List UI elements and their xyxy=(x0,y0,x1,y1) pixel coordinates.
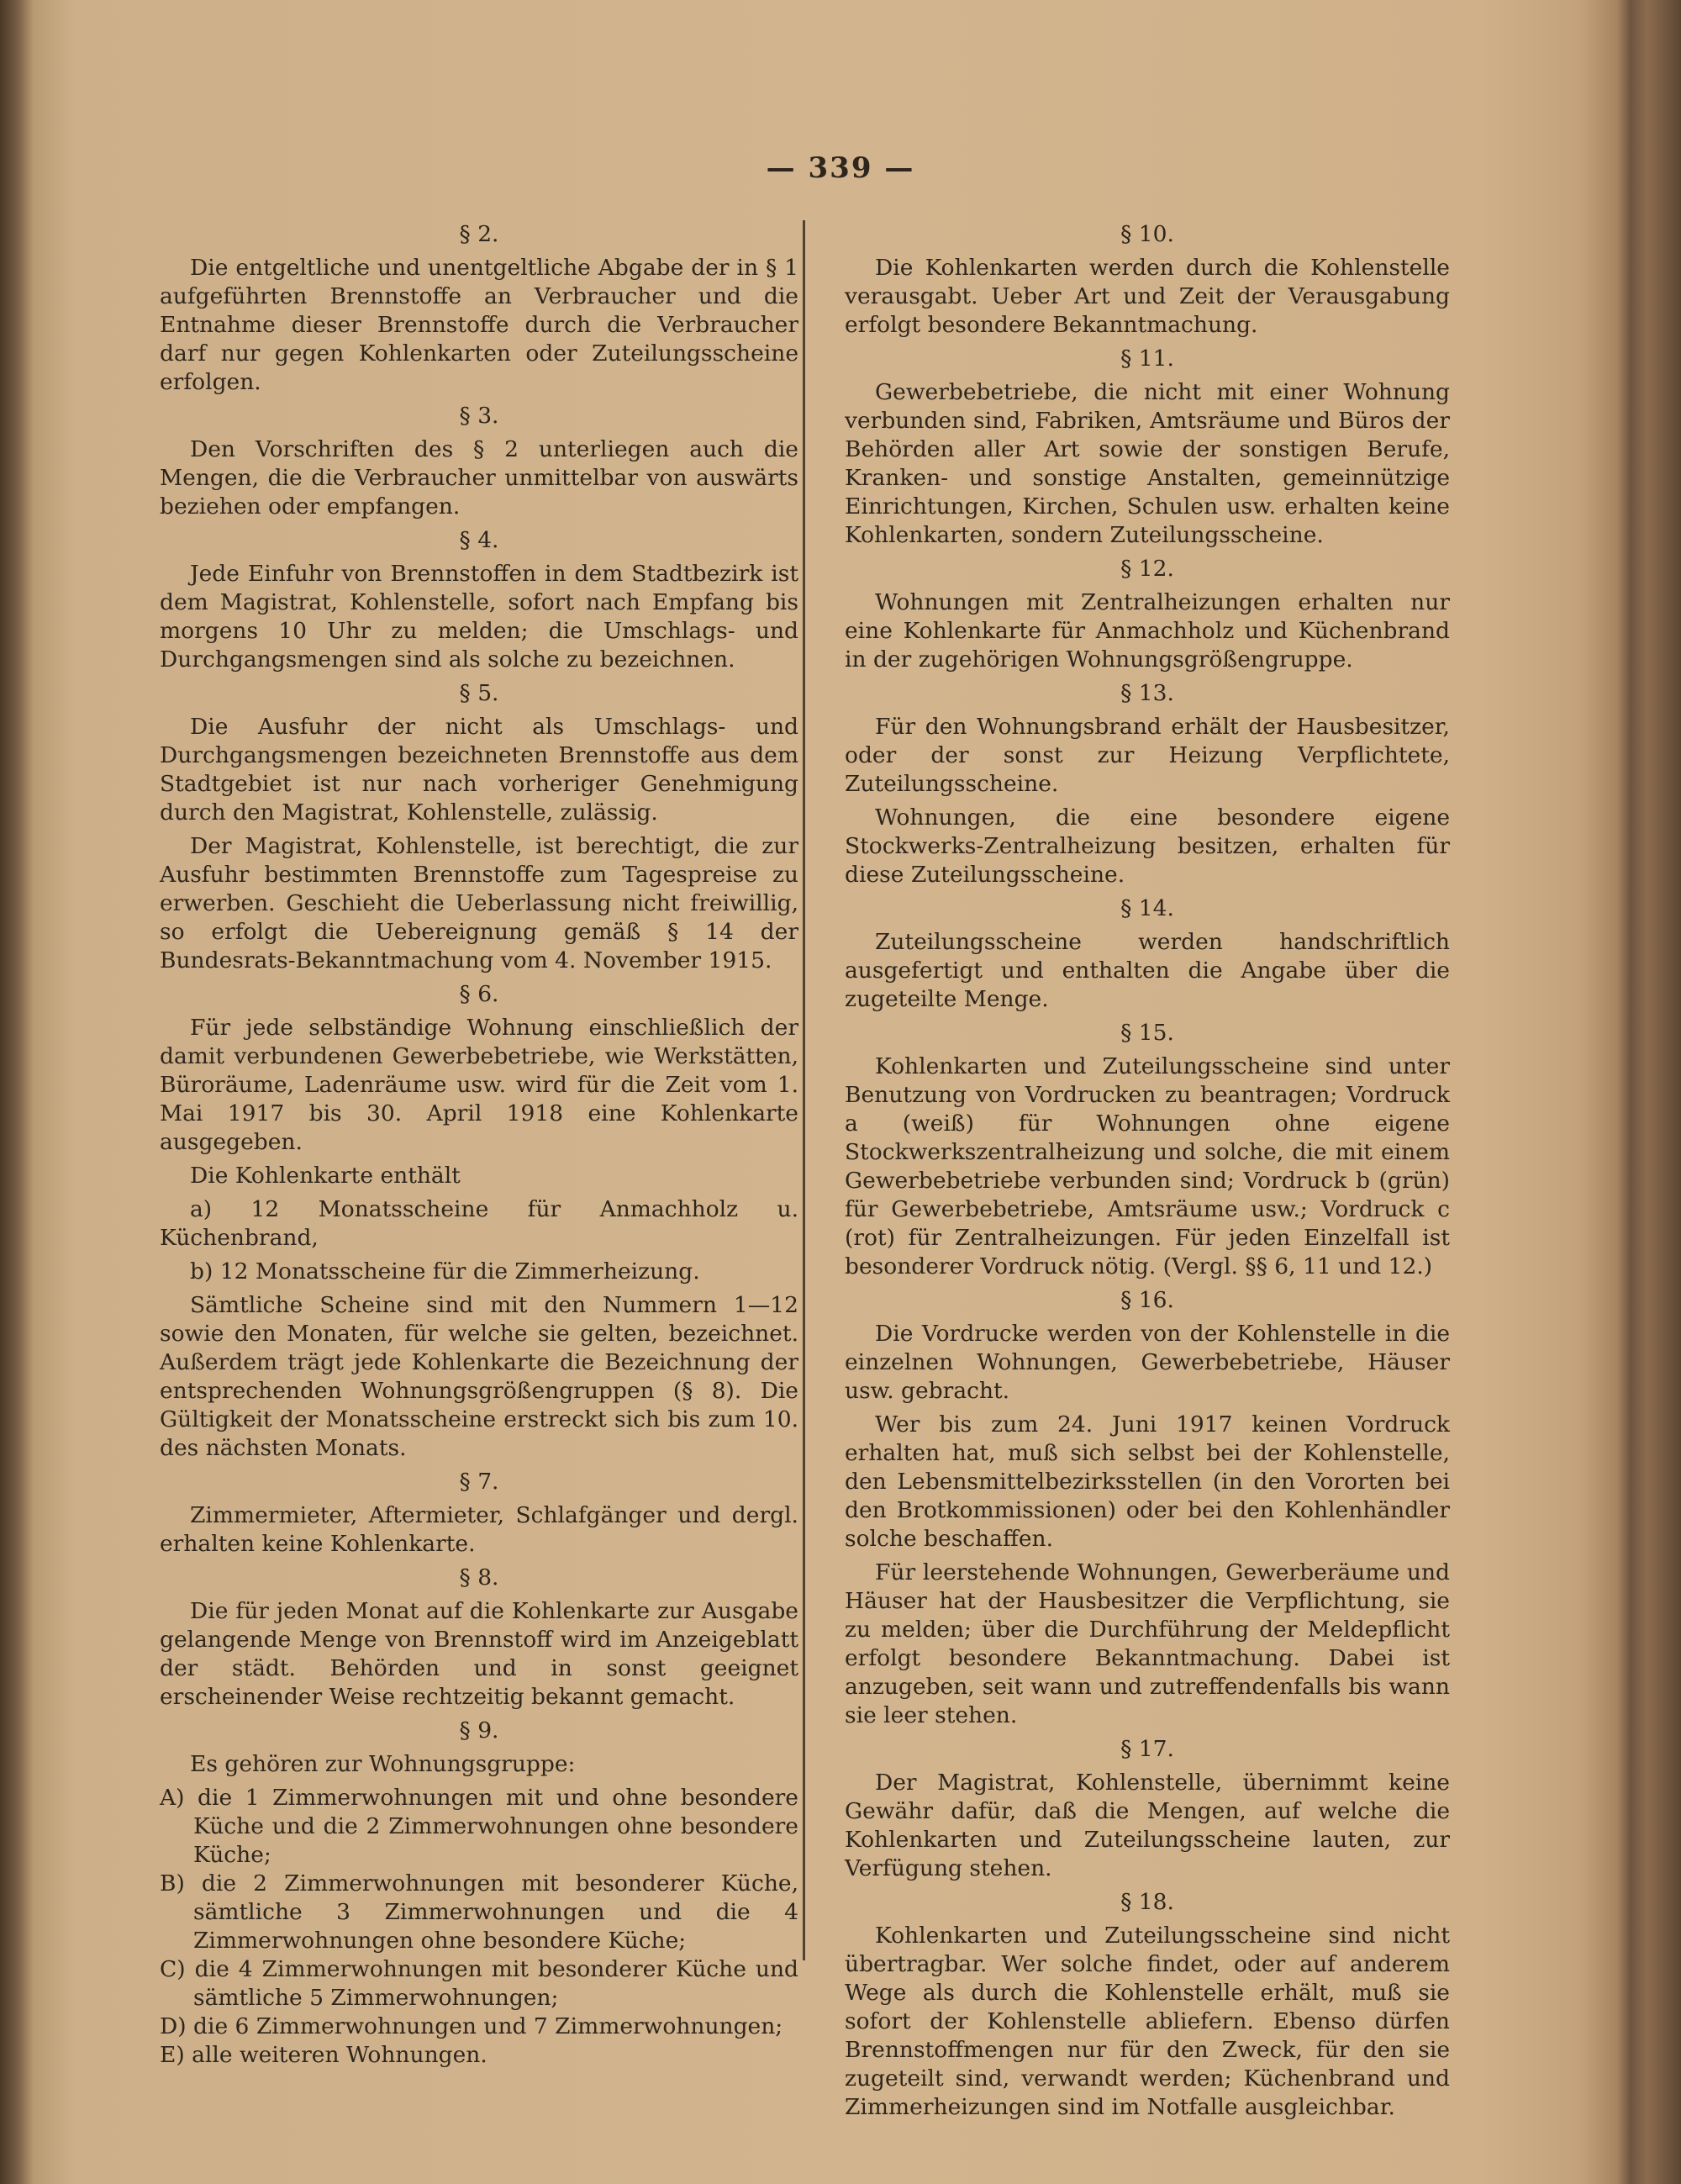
paragraph: Die Kohlenkarte enthält xyxy=(190,1163,461,1189)
section-heading: § 5. xyxy=(459,680,499,706)
section-heading: § 13. xyxy=(1120,680,1174,706)
paragraph: Die Kohlenkarten werden durch die Kohlenstelle verausgabt. Ueber Art und Zeit der Verausgabung erfolgt besondere Bekanntmachung. xyxy=(845,255,1450,338)
paragraph: Es gehören zur Wohnungsgruppe: xyxy=(190,1751,576,1777)
paragraph: Jede Einfuhr von Brennstoffen in dem Stadtbezirk ist dem Magistrat, Kohlenstelle, sofort nach Empfang bis morgens 10 Uhr zu melden; die Umschlags- und Durchgangsmengen sind als solche zu bezeichnen. xyxy=(160,561,798,673)
list-item: E) alle weiteren Wohnungen. xyxy=(160,2042,487,2068)
paragraph: Sämtliche Scheine sind mit den Nummern 1—12 sowie den Monaten, für welche sie gelten, bezeichnet. Außerdem trägt jede Kohlenkarte die Bezeichnung der entsprechenden Wohnungsgrößengruppen (§ 8). Die Gültigkeit der Monatsscheine erstreckt sich bis zum 10. des nächsten Monats. xyxy=(160,1292,798,1461)
paragraph: Den Vorschriften des § 2 unterliegen auch die Mengen, die die Verbraucher unmittelbar von auswärts beziehen oder empfangen. xyxy=(160,436,798,520)
paragraph: Wer bis zum 24. Juni 1917 keinen Vordruck erhalten hat, muß sich selbst bei der Kohlenstelle, den Lebensmittelbezirksstellen (in den Vororten bei den Brotkommissionen) oder bei den Kohlenhändler solche beschaffen. xyxy=(845,1411,1450,1552)
section-heading: § 16. xyxy=(1120,1287,1174,1313)
section-heading: § 8. xyxy=(459,1564,499,1591)
list-item: C) die 4 Zimmerwohnungen mit besonderer Küche und sämtliche 5 Zimmerwohnungen; xyxy=(160,1956,798,2011)
paragraph: Wohnungen mit Zentralheizungen erhalten nur eine Kohlenkarte für Anmachholz und Küchenbrand in der zugehörigen Wohnungsgrößengruppe. xyxy=(845,589,1450,673)
paragraph: Für jede selbständige Wohnung einschließlich der damit verbundenen Gewerbebetriebe, wie Werkstätten, Büroräume, Ladenräume usw. wird für die Zeit vom 1. Mai 1917 bis 30. April 1918 eine Kohlenkarte ausgegeben. xyxy=(160,1015,798,1155)
paragraph: Der Magistrat, Kohlenstelle, übernimmt keine Gewähr dafür, daß die Mengen, auf welche die Kohlenkarten und Zuteilungsscheine lauten, zur Verfügung stehen. xyxy=(845,1770,1450,1881)
paragraph: Gewerbebetriebe, die nicht mit einer Wohnung verbunden sind, Fabriken, Amtsräume und Büros der Behörden aller Art sowie der sonstigen Berufe, Kranken- und sonstige Anstalten, gemeinnützige Einrichtungen, Kirchen, Schulen usw. erhalten keine Kohlenkarten, sondern Zuteilungsscheine. xyxy=(845,379,1450,548)
column-divider xyxy=(803,220,805,1960)
paragraph: Kohlenkarten und Zuteilungsscheine sind nicht übertragbar. Wer solche findet, oder auf anderem Wege als durch die Kohlenstelle erhält, muß sie sofort der Kohlenstelle abliefern. Ebenso dürfen Brennstoffmengen nur für den Zweck, für den sie zugeteilt sind, verwandt werden; Küchenbrand und Zimmerheizungen sind im Notfalle ausgleichbar. xyxy=(845,1923,1450,2120)
paragraph: Kohlenkarten und Zuteilungsscheine sind unter Benutzung von Vordrucken zu beantragen; Vordruck a (weiß) für Wohnungen ohne eigene Stockwerkszentralheizung und solche, die mit einem Gewerbebetriebe verbunden sind; Vordruck b (grün) für Gewerbebetriebe, Amtsräume usw.; Vordruck c (rot) für Zentralheizungen. Für jeden Einzelfall ist besonderer Vordruck nötig. (Vergl. §§ 6, 11 und 12.) xyxy=(845,1053,1450,1279)
paragraph: a) 12 Monatsscheine für Anmachholz u. Küchenbrand, xyxy=(160,1196,798,1251)
section-heading: § 11. xyxy=(1120,346,1174,372)
section-heading: § 17. xyxy=(1120,1736,1174,1762)
paragraph: Für leerstehende Wohnungen, Gewerberäume und Häuser hat der Hausbesitzer die Verpflichtung, sie zu melden; über die Durchführung der Meldepflicht erfolgt besondere Bekanntmachung. Dabei ist anzugeben, seit wann und zutreffendenfalls bis wann sie leer stehen. xyxy=(845,1559,1450,1728)
list-item: B) die 2 Zimmerwohnungen mit besonderer Küche, sämtliche 3 Zimmerwohnungen und die 4 Zimmerwohnungen ohne besondere Küche; xyxy=(160,1870,798,1954)
paragraph: Zimmermieter, Aftermieter, Schlafgänger und dergl. erhalten keine Kohlenkarte. xyxy=(160,1502,798,1557)
list-item: D) die 6 Zimmerwohnungen und 7 Zimmerwohnungen; xyxy=(160,2013,783,2039)
section-heading: § 2. xyxy=(459,221,499,247)
paragraph: Die Ausfuhr der nicht als Umschlags- und Durchgangsmengen bezeichneten Brennstoffe aus dem Stadtgebiet ist nur nach vorheriger Genehmigung durch den Magistrat, Kohlenstelle, zulässig. xyxy=(160,714,798,826)
paragraph: Die entgeltliche und unentgeltliche Abgabe der in § 1 aufgeführten Brennstoffe an Verbraucher und die Entnahme dieser Brennstoffe durch die Verbraucher darf nur gegen Kohlenkarten oder Zuteilungsscheine erfolgen. xyxy=(160,255,798,395)
section-heading: § 14. xyxy=(1120,895,1174,921)
right-column xyxy=(845,217,1450,2127)
section-heading: § 15. xyxy=(1120,1020,1174,1046)
section-heading: § 7. xyxy=(459,1469,499,1495)
paragraph: b) 12 Monatsscheine für die Zimmerheizung. xyxy=(190,1258,700,1285)
section-heading: § 9. xyxy=(459,1717,499,1744)
section-heading: § 18. xyxy=(1120,1889,1174,1915)
paragraph: Wohnungen, die eine besondere eigene Stockwerks-Zentralheizung besitzen, erhalten für diese Zuteilungsscheine. xyxy=(845,804,1450,888)
page-number: — 339 — xyxy=(766,151,915,185)
section-heading: § 4. xyxy=(459,527,499,553)
section-heading: § 12. xyxy=(1120,556,1174,582)
list-item: A) die 1 Zimmerwohnungen mit und ohne besondere Küche und die 2 Zimmerwohnungen ohne besondere Küche; xyxy=(160,1785,798,1868)
section-heading: § 3. xyxy=(459,403,499,429)
paragraph: Die Vordrucke werden von der Kohlenstelle in die einzelnen Wohnungen, Gewerbebetriebe, Häuser usw. gebracht. xyxy=(845,1321,1450,1404)
paragraph: Für den Wohnungsbrand erhält der Hausbesitzer, oder der sonst zur Heizung Verpflichtete, Zuteilungsscheine. xyxy=(845,714,1450,797)
section-heading: § 6. xyxy=(459,981,499,1007)
left-column xyxy=(160,217,798,2070)
paragraph: Die für jeden Monat auf die Kohlenkarte zur Ausgabe gelangende Menge von Brennstoff wird im Anzeigeblatt der städt. Behörden und in sonst geeignet erscheinender Weise rechtzeitig bekannt gemacht. xyxy=(160,1598,798,1710)
paragraph: Der Magistrat, Kohlenstelle, ist berechtigt, die zur Ausfuhr bestimmten Brennstoffe zum Tagespreise zu erwerben. Geschieht die Ueberlassung nicht freiwillig, so erfolgt die Uebereignung gemäß § 14 der Bundesrats-Bekanntmachung vom 4. November 1915. xyxy=(160,833,798,973)
section-heading: § 10. xyxy=(1120,221,1174,247)
paragraph: Zuteilungsscheine werden handschriftlich ausgefertigt und enthalten die Angabe über die zugeteilte Menge. xyxy=(845,929,1450,1012)
